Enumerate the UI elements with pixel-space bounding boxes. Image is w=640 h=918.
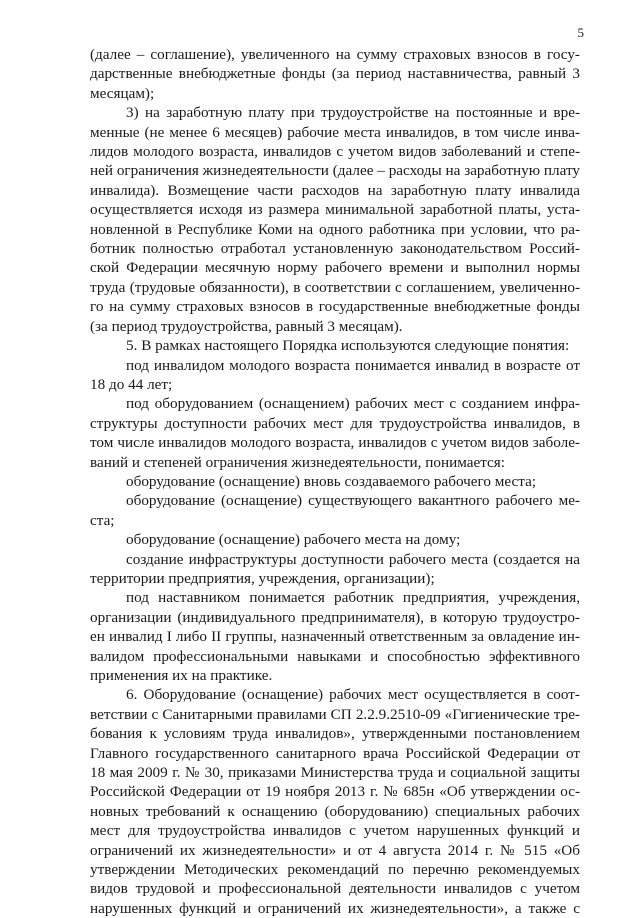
text-line: оборудование (оснащение) вновь создаваемого рабочего места; — [126, 472, 537, 490]
text-line: территории предприятия, учреждения, организации); — [90, 569, 435, 587]
text-line: (за период трудоустройства, равный 3 месяцам). — [90, 317, 403, 335]
text-line: 18 мая 2009 г. № 30, приказами Министерства труда и социальной защиты — [90, 764, 580, 782]
text-line: месяцам); — [90, 84, 155, 102]
text-line: ской Федерации месячную норму рабочего времени и выполнил нормы — [90, 259, 580, 277]
text-line: бования к условиям труда инвалидов», утвержденными постановлением — [90, 725, 580, 743]
text-line: Российской Федерации от 19 ноября 2013 г. № 685н «Об утверждении ос- — [90, 783, 580, 801]
text-line: валидом профессиональными навыками и способностью эффективного — [90, 647, 580, 665]
text-line: 18 до 44 лет; — [90, 375, 173, 393]
text-line: труда (трудовые обязанности), в соответствии с соглашением, увеличенно- — [90, 278, 580, 296]
text-line: инвалида). Возмещение части расходов на заработную плату инвалида — [90, 181, 580, 199]
text-line: (далее – соглашение), увеличенного на сумму страховых взносов в госу- — [90, 46, 580, 63]
text-line: дарственные внебюджетные фонды (за период наставничества, равный 3 — [90, 65, 580, 83]
text-line: оборудование (оснащение) существующего вакантного рабочего ме- — [126, 492, 580, 510]
document-body — [90, 45, 580, 918]
text-line: том числе инвалидов молодого возраста, инвалидов с учетом видов заболе- — [90, 434, 580, 452]
text-line: ботник полностью отработал установленную законодательством Россий- — [90, 240, 580, 258]
text-line: ней ограничения жизнедеятельности (далее – расходы на заработную плату — [90, 162, 580, 180]
text-line: 6. Оборудование (оснащение) рабочих мест осуществляется в соот- — [126, 686, 580, 704]
text-line: ен инвалид I либо II группы, назначенный ответственным за овладение ин- — [90, 628, 580, 646]
text-line: ограничений их жизнедеятельности» и от 4 августа 2014 г. № 515 «Об — [90, 841, 580, 859]
text-line: осуществляется исходя из размера минимальной заработной платы, уста- — [90, 201, 580, 219]
text-line: новленной в Республике Коми на одного работника при условии, что ра- — [90, 220, 580, 238]
text-line: 5. В рамках настоящего Порядка используются следующие понятия: — [126, 337, 570, 355]
text-line: 3) на заработную плату при трудоустройстве на постоянные и вре- — [126, 104, 580, 122]
text-line: лидов молодого возраста, инвалидов с учетом видов заболеваний и степе- — [90, 143, 580, 161]
text-line: под наставником понимается работник предприятия, учреждения, — [126, 589, 580, 607]
page-number: 5 — [577, 25, 584, 40]
text-line: нарушенных функций и ограничений их жизнедеятельности», а также с — [90, 899, 580, 917]
text-line: менные (не менее 6 месяцев) рабочие места инвалидов, в том числе инва- — [90, 123, 580, 141]
text-line: мест для трудоустройства инвалидов с учетом нарушенных функций и — [90, 822, 580, 840]
text-line: оборудование (оснащение) рабочего места на дому; — [126, 531, 461, 549]
text-line: ветствии с Санитарными правилами СП 2.2.9.2510-09 «Гигиенические тре- — [90, 705, 580, 723]
text-line: применения их на практике. — [90, 667, 273, 684]
text-line: под оборудованием (оснащением) рабочих мест с созданием инфра- — [126, 395, 580, 413]
text-line: го на сумму страховых взносов в государственные внебюджетные фонды — [90, 298, 580, 316]
text-line: видов трудовой и профессиональной деятельности инвалидов с учетом — [90, 880, 580, 898]
text-line: Главного государственного санитарного врача Российской Федерации от — [90, 744, 580, 762]
text-line: под инвалидом молодого возраста понимается инвалид в возрасте от — [126, 356, 580, 374]
text-line: ваний и степеней ограничения жизнедеятельности, понимается: — [90, 453, 505, 471]
text-line: утверждении Методических рекомендаций по перечню рекомендуемых — [90, 861, 580, 879]
text-line: ста; — [90, 511, 115, 529]
text-line: создание инфраструктуры доступности рабочего места (создается на — [126, 550, 580, 568]
text-line: организации (индивидуального предпринимателя), в которую трудоустро- — [90, 608, 580, 626]
text-line: новных требований к оснащению (оборудованию) специальных рабочих — [90, 802, 580, 820]
text-line: структуры доступности рабочих мест для трудоустройства инвалидов, в — [90, 414, 580, 432]
